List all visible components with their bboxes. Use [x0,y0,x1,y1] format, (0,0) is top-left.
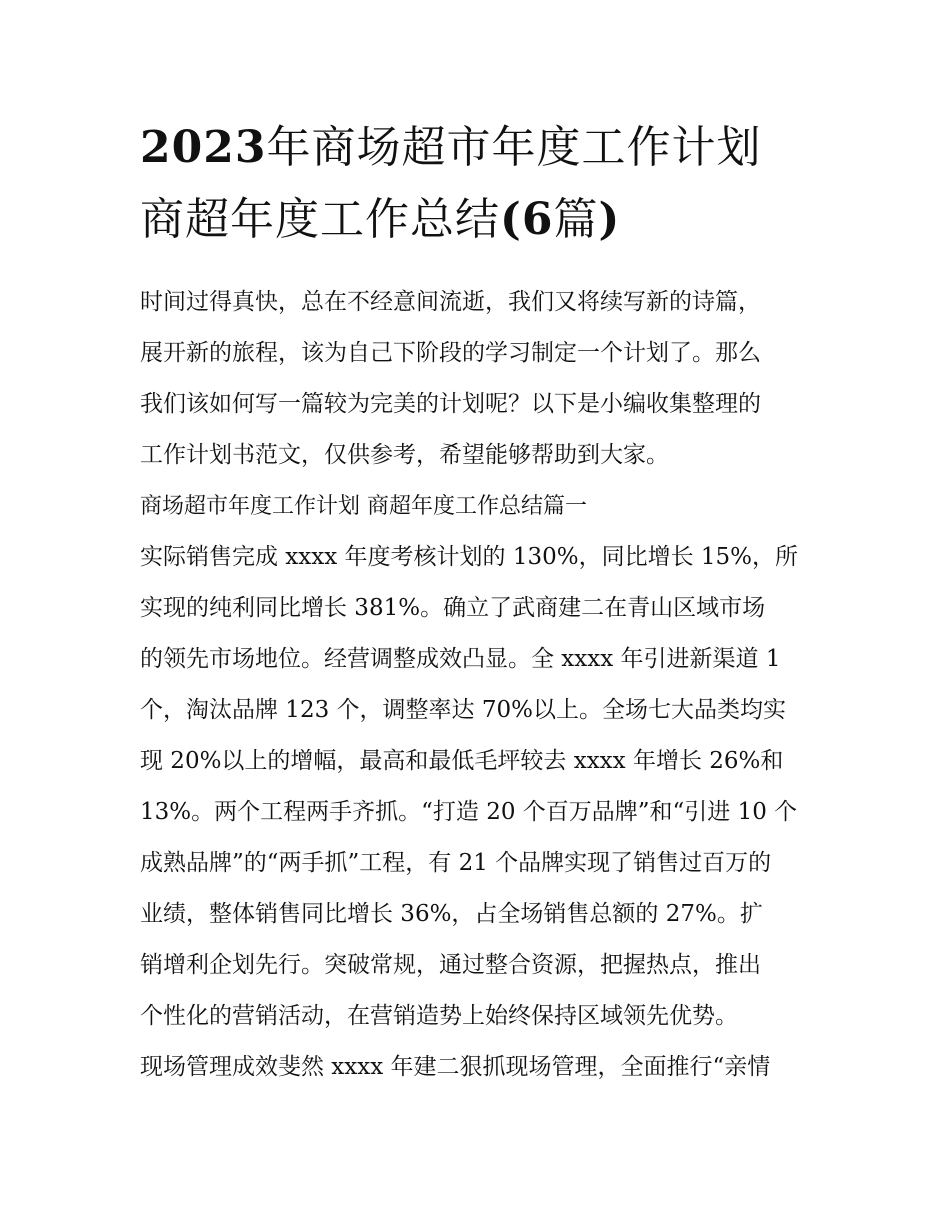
section-body-line: 实际销售完成 xxxx 年度考核计划的 130%，同比增长 15%，所 [140,544,799,570]
title-year: 2023 [140,122,267,173]
section-body-line: 13%。两个工程两手齐抓。“打造 20 个百万品牌”和“引进 10 个 [140,799,798,825]
section-body-line: 现场管理成效斐然 xxxx 年建二狠抓现场管理，全面推行“亲情 [140,1054,771,1080]
section-body-line: 个性化的营销活动，在营销造势上始终保持区域领先优势。 [140,1003,738,1029]
section-heading: 商场超市年度工作计划 商超年度工作总结篇一 [140,494,587,519]
intro-line: 工作计划书范文，仅供参考，希望能够帮助到大家。 [140,442,669,468]
title-line-1 [140,112,830,184]
title-line-2-text-b: 篇 [553,194,599,245]
intro-line: 时间过得真快，总在不经意间流逝，我们又将续写新的诗篇， [140,289,761,315]
intro-line: 展开新的旅程，该为自己下阶段的学习制定一个计划了。那么 [140,340,761,366]
document-title [140,112,830,256]
section-body-line: 业绩，整体销售同比增长 36%，占全场销售总额的 27%。扩 [140,901,763,927]
section-body-line: 现 20%以上的增幅，最高和最低毛坪较去 xxxx 年增长 26%和 [140,748,784,774]
section-body-line: 的领先市场地位。经营调整成效凸显。全 xxxx 年引进新渠道 1 [140,646,781,672]
title-close-paren: ) [598,194,621,245]
section-body-line: 销增利企划先行。突破常规，通过整合资源，把握热点，推出 [140,952,761,978]
title-line-1-text: 年商场超市年度工作计划 [266,122,762,173]
section-body-line: 成熟品牌”的“两手抓”工程，有 21 个品牌实现了销售过百万的 [140,850,772,876]
title-line-2 [140,184,830,256]
document-body [140,277,820,1093]
title-line-2-text-a: 商超年度工作总结 [140,194,500,245]
section-body-line: 个，淘汰品牌 123 个，调整率达 70%以上。全场七大品类均实 [140,697,786,723]
intro-line: 我们该如何写一篇较为完美的计划呢？以下是小编收集整理的 [140,391,761,417]
section-body-line: 实现的纯利同比增长 381%。确立了武商建二在青山区域市场 [140,595,766,621]
title-count: (6 [500,194,554,245]
